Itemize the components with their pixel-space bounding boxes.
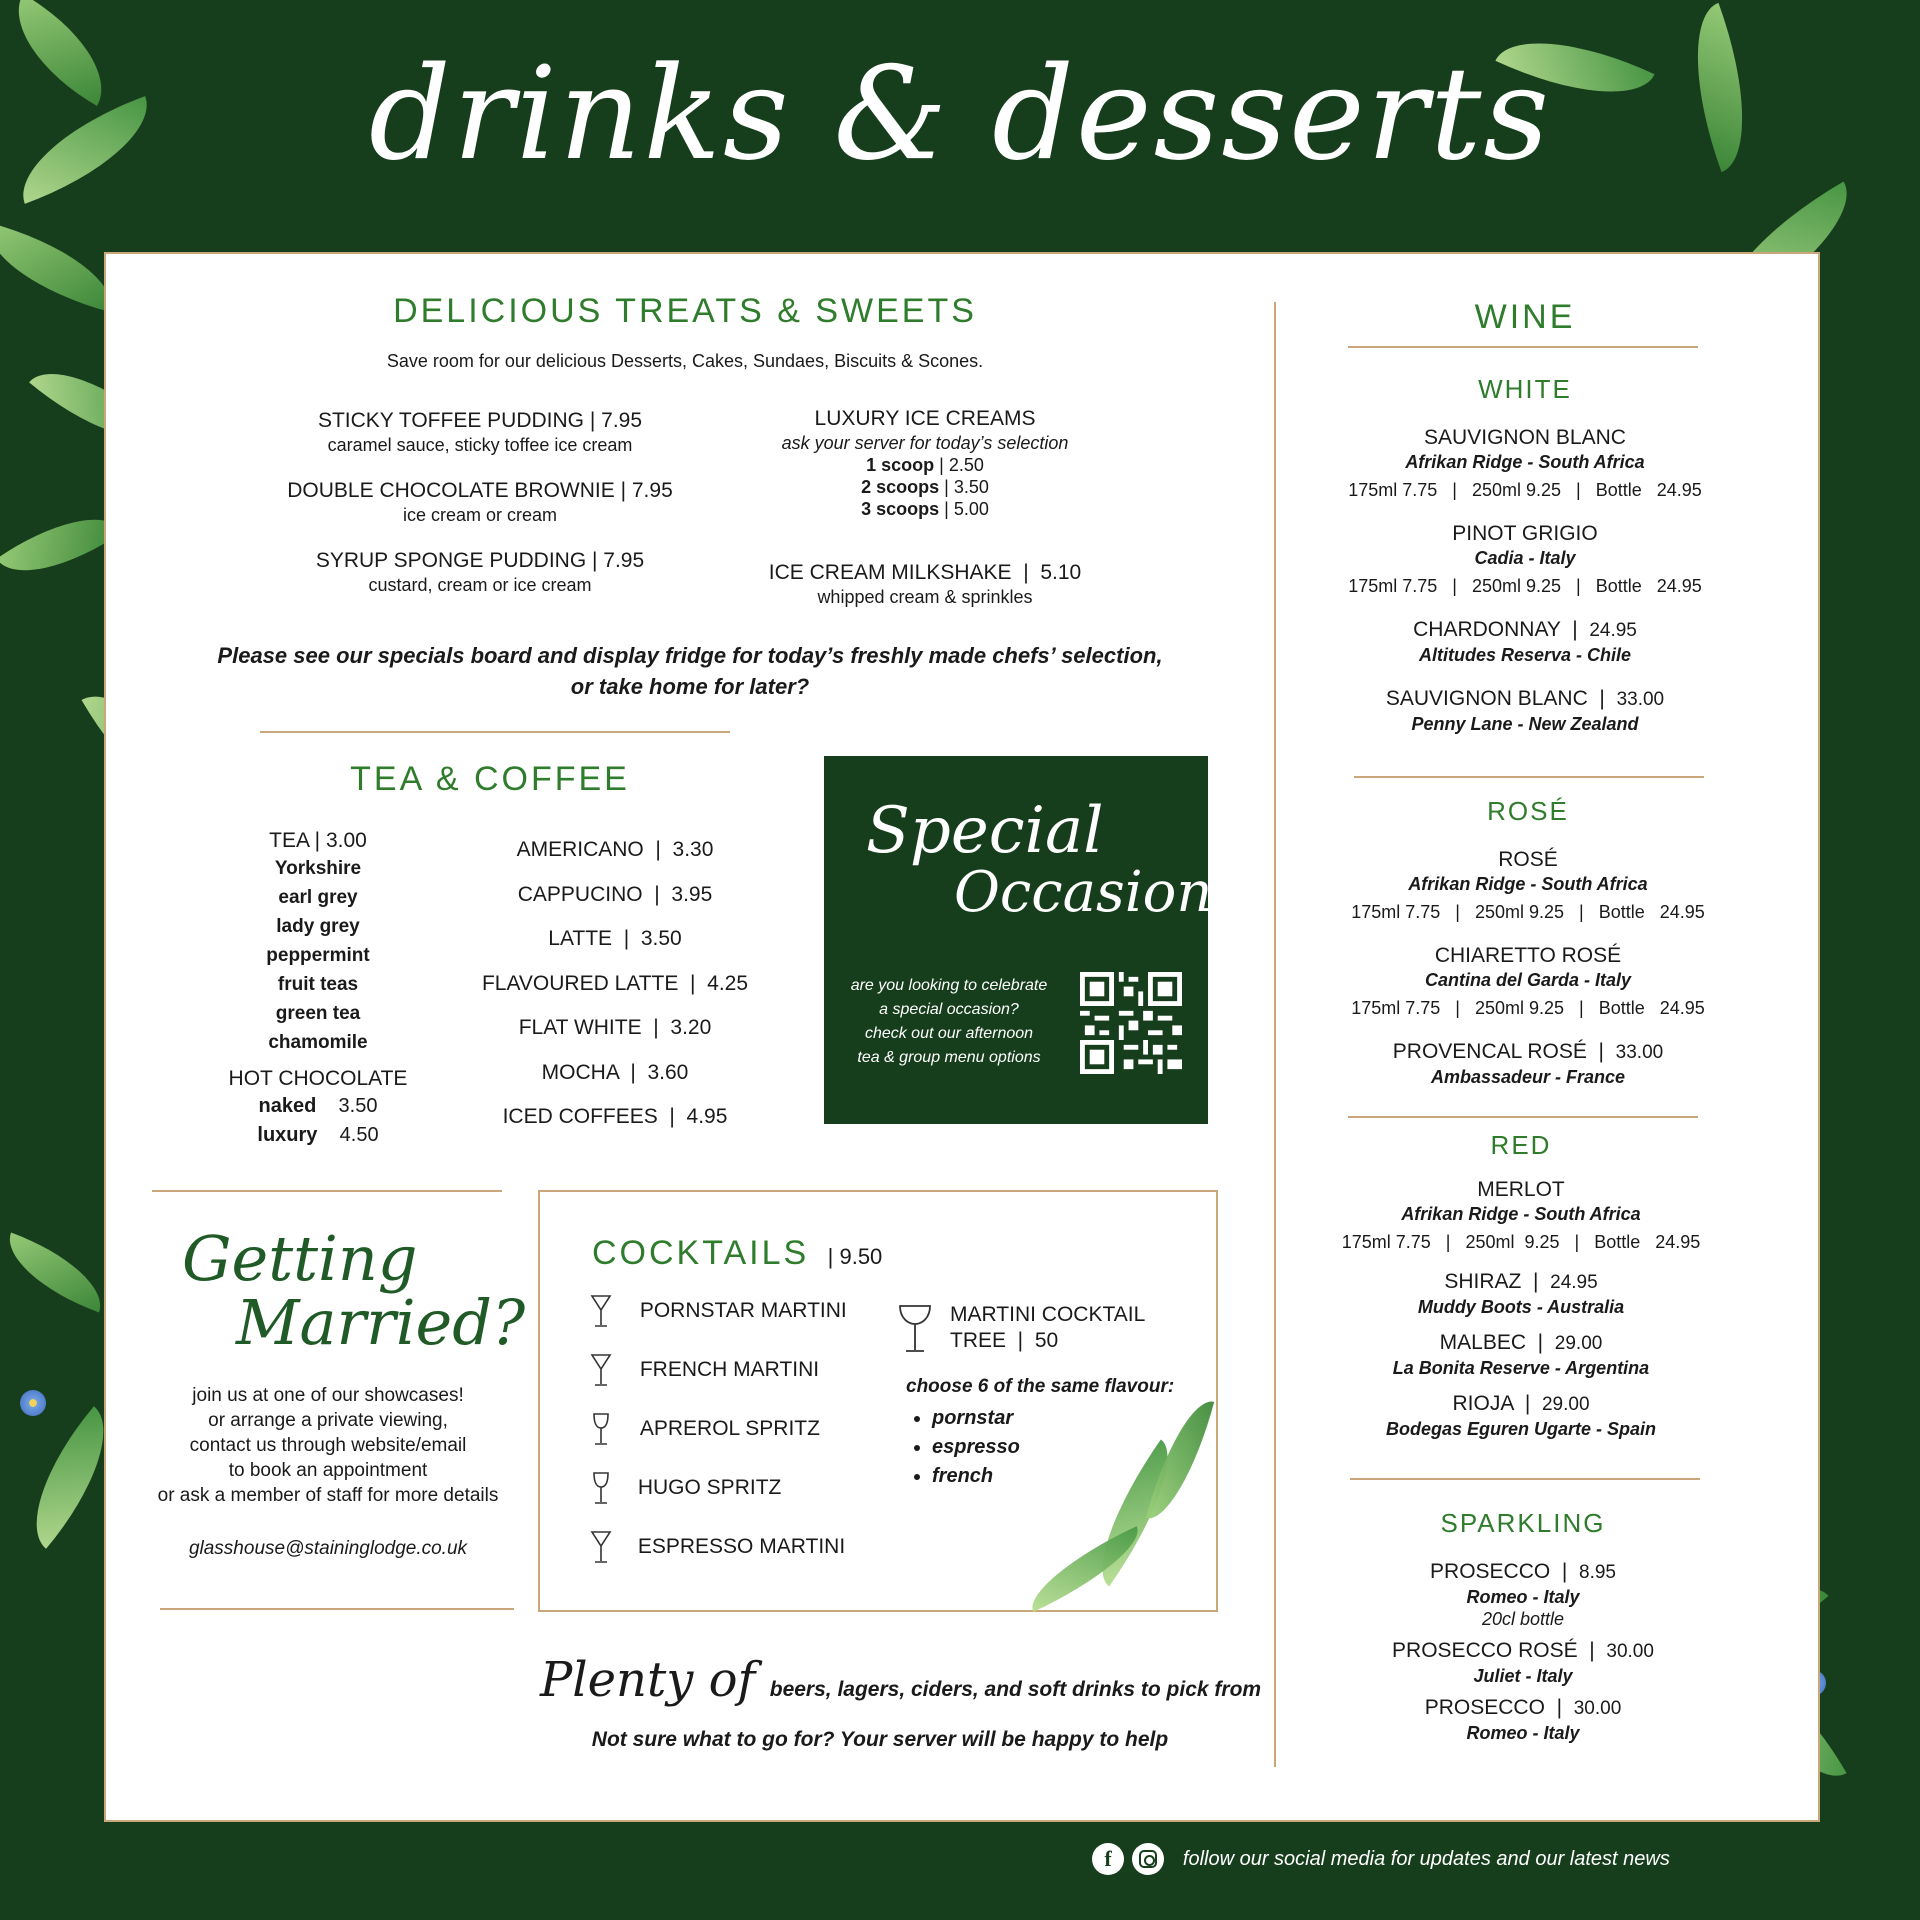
wine-item: PROSECCO | 30.00 Romeo - Italy xyxy=(1298,1695,1748,1744)
footer-social-text: follow our social media for updates and our latest news xyxy=(1182,1847,1670,1870)
wine-glass-icon xyxy=(590,1471,612,1505)
wine-origin: Romeo - Italy xyxy=(1466,1587,1580,1607)
coffee-price: 4.25 xyxy=(707,971,749,995)
wine-origin: La Bonita Reserve - Argentina xyxy=(1392,1358,1650,1378)
tea-coffee-heading: TEA & COFFEE xyxy=(350,760,630,798)
tea-variety: green tea xyxy=(275,1003,361,1024)
wine-sizes: 175ml 7.75 | 250ml 9.25 | Bottle 24.95 xyxy=(1348,576,1702,596)
tea-variety: fruit teas xyxy=(277,974,359,995)
wine-item: PROVENCAL ROSÉ | 33.00 Ambassadeur - France xyxy=(1300,1039,1756,1088)
cocktail-name: APREROL SPRITZ xyxy=(639,1416,820,1440)
coffee-name: CAPPUCINO xyxy=(517,882,643,906)
coffee-list xyxy=(455,828,775,1140)
divider xyxy=(1350,1478,1700,1480)
special-occasions-line: a special occasion? xyxy=(879,1001,1019,1018)
wedding-title: Married? xyxy=(236,1286,526,1359)
wine-item xyxy=(1300,425,1750,501)
flavour-list xyxy=(906,1404,1020,1491)
wine-heading: WINE xyxy=(1474,298,1576,336)
divider xyxy=(260,731,730,733)
page-title: drinks & desserts xyxy=(368,40,1552,189)
wedding-line: or arrange a private viewing, xyxy=(208,1410,448,1431)
dessert-desc: custard, cream or ice cream xyxy=(368,575,592,595)
coffee-price: 3.20 xyxy=(670,1016,712,1039)
divider xyxy=(1354,776,1704,778)
cocktail-list xyxy=(590,1294,847,1589)
coffee-item: AMERICANO | 3.30 xyxy=(516,838,714,861)
coffee-item: LATTE | 3.50 xyxy=(548,927,682,950)
wine-price: 30.00 xyxy=(1606,1641,1654,1662)
wine-origin: Romeo - Italy xyxy=(1466,1723,1580,1743)
hot-chocolate-option: naked xyxy=(258,1095,317,1117)
coffee-price: 4.95 xyxy=(686,1105,728,1128)
dessert-name: DOUBLE CHOCOLATE BROWNIE xyxy=(287,479,615,502)
coffee-name: MOCHA xyxy=(541,1060,619,1084)
hot-chocolate-name: HOT CHOCOLATE xyxy=(228,1067,408,1090)
special-occasions-line: are you looking to celebrate xyxy=(850,977,1048,994)
coffee-name: FLAT WHITE xyxy=(518,1016,642,1039)
footer-social xyxy=(1092,1843,1670,1875)
cocktail-item xyxy=(590,1412,847,1471)
specials-line: Please see our specials board and display fridge for today’s freshly made chefs’ selection, xyxy=(217,643,1163,668)
wine-origin: Cadia - Italy xyxy=(1474,548,1576,568)
wine-size-note: 20cl bottle xyxy=(1481,1609,1565,1629)
martini-glass-icon xyxy=(590,1294,612,1328)
tea-name: TEA xyxy=(269,829,309,852)
wine-sizes: 175ml 7.75 | 250ml 9.25 | Bottle 24.95 xyxy=(1341,1232,1701,1252)
wine-origin: Cantina del Garda - Italy xyxy=(1424,970,1632,990)
coffee-name: FLAVOURED LATTE xyxy=(481,971,679,995)
wedding-line: or ask a member of staff for more details xyxy=(157,1485,499,1506)
wine-white-heading: WHITE xyxy=(1478,374,1572,404)
specials-line: or take home for later? xyxy=(570,674,810,699)
special-occasions-title: Occasions xyxy=(954,860,1242,925)
wine-price: 24.95 xyxy=(1589,620,1637,641)
treats-intro: Save room for our delicious Desserts, Cakes, Sundaes, Biscuits & Scones. xyxy=(386,351,984,371)
flavour-choice: choose 6 of the same flavour: xyxy=(906,1376,1175,1397)
milkshake-desc: whipped cream & sprinkles xyxy=(817,587,1033,607)
cocktail-name: PORNSTAR MARTINI xyxy=(639,1298,847,1322)
special-occasions-line: tea & group menu options xyxy=(857,1049,1041,1066)
column-divider xyxy=(1274,302,1276,1767)
hot-chocolate-price: 4.50 xyxy=(339,1124,379,1146)
ice-cream-note: ask your server for today’s selection xyxy=(781,433,1069,453)
wine-item xyxy=(1300,521,1750,597)
wine-rose-section xyxy=(1300,796,1756,1088)
dessert-item: DOUBLE CHOCOLATE BROWNIE | 7.95 ice cream or cream xyxy=(230,478,730,526)
wine-origin: Muddy Boots - Australia xyxy=(1417,1297,1625,1317)
hot-chocolate-block xyxy=(208,1066,428,1150)
dessert-name: STICKY TOFFEE PUDDING xyxy=(317,409,585,432)
coffee-price: 3.60 xyxy=(647,1060,689,1084)
wine-sizes: 175ml 7.75 | 250ml 9.25 | Bottle 24.95 xyxy=(1348,480,1702,500)
wedding-line: join us at one of our showcases! xyxy=(192,1385,464,1406)
divider xyxy=(1348,1116,1698,1118)
hot-chocolate-price: 3.50 xyxy=(338,1095,378,1117)
wine-sparkling-section xyxy=(1298,1508,1748,1744)
dessert-desc: caramel sauce, sticky toffee ice cream xyxy=(327,435,633,455)
special-occasions-title: Special xyxy=(866,794,1104,868)
coffee-item: ICED COFFEES | 4.95 xyxy=(502,1105,728,1128)
martini-glass-icon xyxy=(590,1353,612,1387)
cocktail-item xyxy=(590,1353,847,1412)
wine-sizes: 175ml 7.75 | 250ml 9.25 | Bottle 24.95 xyxy=(1351,902,1705,922)
coupe-glass-icon xyxy=(898,1302,932,1354)
cocktail-item xyxy=(590,1294,847,1353)
tea-variety: chamomile xyxy=(268,1032,368,1053)
dessert-name: SYRUP SPONGE PUDDING xyxy=(315,549,587,572)
wedding-title: Getting xyxy=(182,1222,418,1295)
instagram-icon[interactable] xyxy=(1132,1843,1164,1875)
wine-name: PROSECCO xyxy=(1430,1560,1551,1583)
martini-glass-icon xyxy=(590,1530,612,1564)
plenty-script: Plenty of xyxy=(540,1652,756,1708)
scoop-price: 2.50 xyxy=(948,455,984,475)
wine-item: SAUVIGNON BLANC | 33.00 Penny Lane - New Zealand xyxy=(1300,686,1750,735)
scoop-label: 2 scoops xyxy=(861,477,940,497)
special-occasions-box[interactable] xyxy=(824,756,1242,1124)
wine-name: MALBEC xyxy=(1439,1331,1526,1354)
wine-name: PROSECCO xyxy=(1424,1696,1545,1719)
scoop-label: 1 scoop xyxy=(866,455,935,475)
wine-price: 30.00 xyxy=(1573,1698,1622,1719)
wine-name: RIOJA xyxy=(1452,1392,1514,1415)
wedding-email-link[interactable]: glasshouse@staininglodge.co.uk xyxy=(188,1538,468,1559)
dessert-item: SYRUP SPONGE PUDDING | 7.95 custard, cream or ice cream xyxy=(230,548,730,596)
wine-name: SHIRAZ xyxy=(1444,1270,1522,1293)
ice-cream-name: LUXURY ICE CREAMS xyxy=(814,407,1036,430)
wine-sparkling-heading: SPARKLING xyxy=(1440,1508,1606,1538)
wine-item: PROSECCO ROSÉ | 30.00 Juliet - Italy xyxy=(1298,1638,1748,1687)
ice-cream-block: LUXURY ICE CREAMS ask your server for today’s selection 1 scoop | 2.50 2 scoops | 3.50 3 scoops | 5.00 xyxy=(740,406,1110,520)
flavour-item: • espresso xyxy=(932,1433,1020,1462)
wedding-line: to book an appointment xyxy=(228,1460,428,1481)
wine-name: PROSECCO ROSÉ xyxy=(1392,1639,1578,1662)
flavour-item: • pornstar xyxy=(932,1404,1020,1433)
wine-price: 24.95 xyxy=(1550,1272,1598,1293)
tea-variety: peppermint xyxy=(266,945,370,966)
wine-name: ROSÉ xyxy=(1498,848,1558,871)
wine-origin: Afrikan Ridge - South Africa xyxy=(1405,452,1645,472)
coffee-price: 3.50 xyxy=(640,927,682,950)
divider xyxy=(160,1608,514,1610)
cocktail-item xyxy=(590,1471,847,1530)
tea-price: 3.00 xyxy=(325,829,367,852)
divider xyxy=(152,1190,502,1192)
wine-origin: Ambassadeur - France xyxy=(1430,1067,1626,1087)
milkshake-price: 5.10 xyxy=(1040,561,1082,584)
dessert-desc: ice cream or cream xyxy=(402,505,558,525)
special-occasions-text xyxy=(838,974,1060,1070)
coffee-item: MOCHA | 3.60 xyxy=(541,1060,689,1084)
wine-name: SAUVIGNON BLANC xyxy=(1385,687,1588,710)
wedding-line: contact us through website/email xyxy=(189,1435,467,1456)
plenty-line: beers, lagers, ciders, and soft drinks to pick from xyxy=(769,1678,1262,1701)
scoop-price: 5.00 xyxy=(953,499,989,519)
cocktail-name: FRENCH MARTINI xyxy=(639,1357,820,1381)
wedding-text xyxy=(140,1383,516,1508)
scoop-label: 3 scoops xyxy=(861,499,940,519)
dessert-item: STICKY TOFFEE PUDDING | 7.95 caramel sauce, sticky toffee ice cream xyxy=(230,408,730,456)
coffee-item: CAPPUCINO | 3.95 xyxy=(517,882,713,906)
wine-name: CHARDONNAY xyxy=(1413,618,1561,641)
milkshake-item: ICE CREAM MILKSHAKE | 5.10 whipped cream & sprinkles xyxy=(740,560,1110,608)
wine-name: PROVENCAL ROSÉ xyxy=(1392,1040,1587,1063)
wine-origin: Altitudes Reserva - Chile xyxy=(1418,645,1632,665)
wine-name: CHIARETTO ROSÉ xyxy=(1434,944,1622,967)
wine-white-section xyxy=(1300,374,1750,735)
flavour-item: • french xyxy=(932,1462,1020,1491)
cocktail-item xyxy=(590,1530,847,1589)
milkshake-name: ICE CREAM MILKSHAKE xyxy=(768,561,1012,584)
cocktails-price: 9.50 xyxy=(839,1244,883,1269)
special-occasions-line: check out our afternoon xyxy=(864,1025,1034,1042)
tea-variety: earl grey xyxy=(278,887,358,908)
coffee-name: AMERICANO xyxy=(516,838,644,861)
tea-variety: Yorkshire xyxy=(274,858,362,879)
wine-rose-heading: ROSÉ xyxy=(1487,796,1569,826)
wine-item: SHIRAZ | 24.95 Muddy Boots - Australia xyxy=(1296,1269,1746,1318)
dessert-list xyxy=(230,408,730,596)
cocktail-tree-name: MARTINI COCKTAIL xyxy=(950,1303,1146,1326)
wine-origin: Juliet - Italy xyxy=(1473,1666,1573,1686)
tea-block: TEA | 3.00 Yorkshire earl grey lady grey peppermint fruit teas green tea chamomile xyxy=(218,828,418,1057)
wine-name: SAUVIGNON BLANC xyxy=(1424,426,1626,449)
wine-glass-icon xyxy=(590,1412,612,1446)
wine-item xyxy=(1300,943,1756,1019)
wine-price: 8.95 xyxy=(1579,1562,1616,1583)
wine-origin: Afrikan Ridge - South Africa xyxy=(1408,874,1648,894)
wine-item: PROSECCO | 8.95 Romeo - Italy 20cl bottle xyxy=(1298,1559,1748,1630)
wine-price: 33.00 xyxy=(1615,1042,1664,1063)
dessert-price: 7.95 xyxy=(631,479,673,502)
qr-code-icon[interactable] xyxy=(1080,972,1182,1074)
cocktails-heading: COCKTAILS xyxy=(592,1234,810,1272)
wine-origin: Bodegas Eguren Ugarte - Spain xyxy=(1385,1419,1657,1439)
wine-item xyxy=(1300,847,1756,923)
coffee-item: FLAT WHITE | 3.20 xyxy=(518,1016,712,1039)
wine-name: MERLOT xyxy=(1477,1178,1565,1201)
cocktail-tree-name: TREE xyxy=(950,1329,1007,1352)
cocktail-tree-price: 50 xyxy=(1034,1329,1059,1352)
wine-origin: Penny Lane - New Zealand xyxy=(1411,714,1639,734)
coffee-item: FLAVOURED LATTE | 4.25 xyxy=(481,971,749,995)
wine-item xyxy=(1296,1177,1746,1253)
plenty-line: Not sure what to go for? Your server will be happy to help xyxy=(591,1728,1169,1751)
coffee-price: 3.30 xyxy=(672,838,714,861)
treats-heading: DELICIOUS TREATS & SWEETS xyxy=(393,292,977,330)
coffee-price: 3.95 xyxy=(671,882,713,906)
wine-item: CHARDONNAY | 24.95 Altitudes Reserva - Chile xyxy=(1300,617,1750,666)
cocktail-name: ESPRESSO MARTINI xyxy=(637,1534,846,1558)
cocktail-tree: MARTINI COCKTAIL TREE | 50 xyxy=(898,1302,1145,1354)
coffee-name: ICED COFFEES xyxy=(502,1105,658,1128)
wine-sizes: 175ml 7.75 | 250ml 9.25 | Bottle 24.95 xyxy=(1351,998,1705,1018)
dessert-price: 7.95 xyxy=(601,409,643,432)
facebook-icon[interactable]: f xyxy=(1092,1843,1124,1875)
wine-name: PINOT GRIGIO xyxy=(1452,522,1598,545)
hot-chocolate-option: luxury xyxy=(257,1124,318,1146)
wine-price: 29.00 xyxy=(1541,1394,1590,1415)
wine-price: 29.00 xyxy=(1554,1333,1603,1354)
wine-item: RIOJA | 29.00 Bodegas Eguren Ugarte - Spain xyxy=(1296,1391,1746,1440)
wine-origin: Afrikan Ridge - South Africa xyxy=(1401,1204,1641,1224)
plenty-note xyxy=(540,1652,1262,1708)
divider xyxy=(1348,346,1698,348)
coffee-name: LATTE xyxy=(548,927,613,950)
specials-note xyxy=(200,640,1180,702)
dessert-price: 7.95 xyxy=(603,549,645,572)
cocktails-box: COCKTAILS | 9.50 PORNSTAR MARTINI FRENCH MARTINI APREROL SPRITZ HUGO SPRITZ ESPRESSO MARTINI MARTINI COCKTAIL TREE | 50 choose 6 of the same flavour: • pornstar • espresso • french xyxy=(538,1190,1218,1612)
wine-price: 33.00 xyxy=(1616,689,1665,710)
wine-red-section xyxy=(1296,1130,1746,1440)
wine-red-heading: RED xyxy=(1490,1130,1552,1160)
tea-variety: lady grey xyxy=(276,916,360,937)
wine-item: MALBEC | 29.00 La Bonita Reserve - Argentina xyxy=(1296,1330,1746,1379)
scoop-price: 3.50 xyxy=(953,477,989,497)
cocktail-name: HUGO SPRITZ xyxy=(637,1475,782,1499)
